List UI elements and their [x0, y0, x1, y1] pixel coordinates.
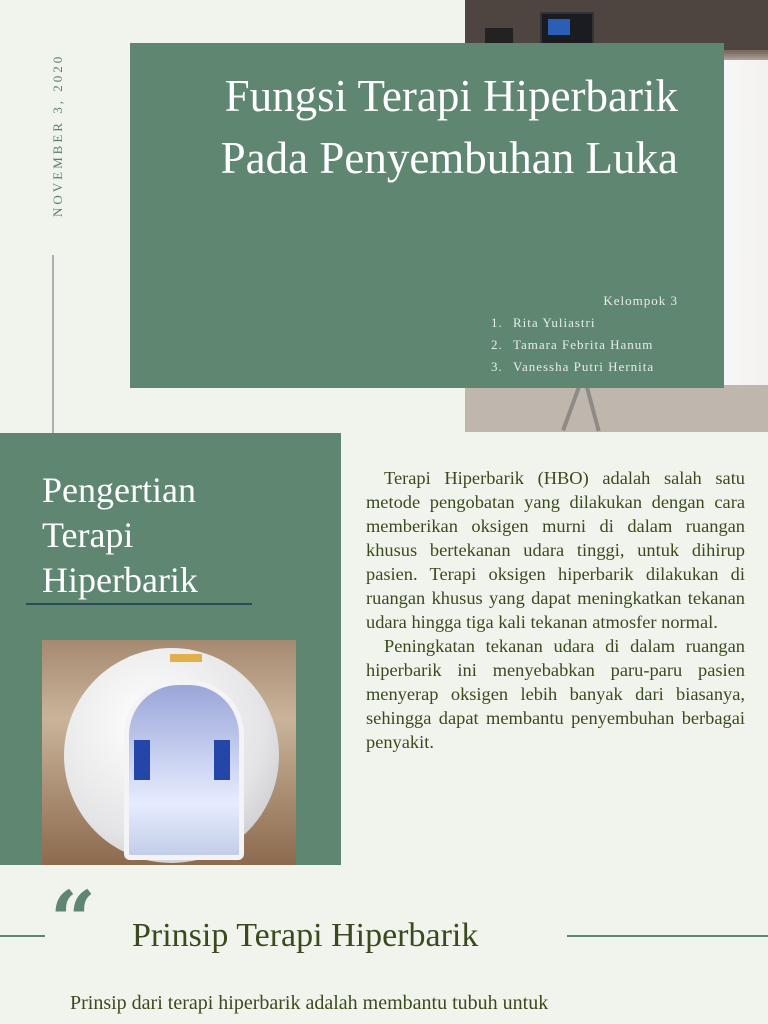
member-list	[318, 312, 678, 378]
hyperbaric-chamber-photo	[42, 640, 296, 865]
paragraph: Terapi Hiperbarik (HBO) adalah salah satu metode pengobatan yang dilakukan dengan cara memberikan oksigen murni di dalam ruangan khusus bertekanan udara tinggi, untuk dihirup pasien. Terapi oksigen hiperbarik dilakukan di ruangan khusus yang dapat meningkatkan tekanan udara hingga tiga kali tekanan atmosfer normal.	[366, 468, 745, 632]
date-label: NOVEMBER 3, 2020	[50, 53, 65, 217]
divider-line-left	[0, 935, 45, 937]
definition-panel	[0, 433, 341, 865]
title-card	[130, 43, 724, 388]
page-title: Fungsi Terapi Hiperbarik Pada Penyembuhan Luka	[220, 71, 678, 183]
section-heading-definition: Pengertian Terapi Hiperbarik	[42, 470, 198, 600]
member-item: 3. Vanessha Putri Hernita	[491, 359, 655, 374]
member-item: 1. Rita Yuliastri	[491, 315, 596, 330]
vertical-divider	[52, 255, 54, 435]
member-item: 2. Tamara Febrita Hanum	[491, 337, 654, 352]
definition-text	[366, 466, 745, 754]
section-heading-principle: Prinsip Terapi Hiperbarik	[132, 917, 479, 954]
group-info	[318, 290, 678, 378]
principle-text: Prinsip dari terapi hiperbarik adalah membantu tubuh untuk	[70, 992, 549, 1014]
paragraph: Peningkatan tekanan udara di dalam ruangan hiperbarik ini menyebabkan paru-paru pasien menyerap oksigen lebih banyak dari biasanya, sehingga dapat membantu penyembuhan berbagai penyakit.	[366, 636, 745, 752]
divider-line-right	[567, 935, 768, 937]
quote-icon: “	[50, 873, 97, 967]
heading-underline	[26, 603, 252, 605]
group-label: Kelompok 3	[603, 293, 678, 308]
